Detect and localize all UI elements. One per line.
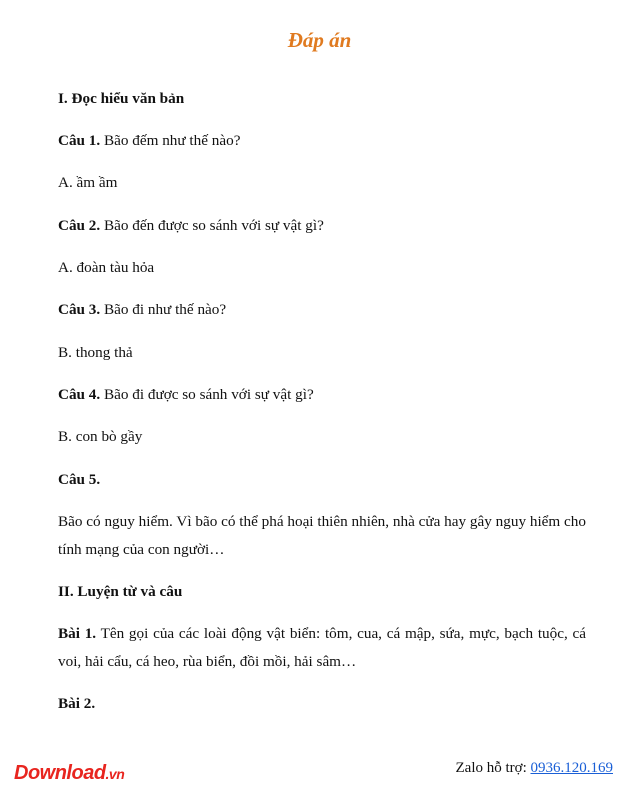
question-3-text: Bão đi như thế nào? — [104, 301, 227, 318]
download-logo[interactable] — [14, 762, 124, 785]
question-4-text: Bão đi được so sánh với sự vật gì? — [104, 386, 314, 403]
answer-5: Bão có nguy hiểm. Vì bão có thể phá hoại thiên nhiên, nhà cửa hay gây nguy hiểm cho tính mạng của con người… — [58, 513, 586, 558]
support-phone-link[interactable]: 0936.120.169 — [530, 760, 613, 776]
exercise-1-text: Tên gọi của các loài động vật biển: tôm, cua, cá mập, sứa, mực, bạch tuộc, cá voi, hải cẩu, cá heo, rùa biển, đồi mồi, hải sâm… — [58, 625, 586, 670]
question-1-text: Bão đếm như thế nào? — [104, 132, 241, 149]
question-2-label: Câu 2. — [58, 217, 101, 234]
support-label: Zalo hỗ trợ: — [455, 760, 531, 776]
section2-heading: II. Luyện từ và câu — [58, 583, 183, 600]
exercise-1-label: Bài 1. — [58, 625, 97, 642]
support-info — [456, 760, 614, 777]
question-3 — [58, 301, 226, 319]
question-4-label: Câu 4. — [58, 386, 101, 403]
question-2 — [58, 217, 324, 235]
answer-2: A. đoàn tàu hỏa — [58, 259, 155, 276]
question-5-label: Câu 5. — [58, 471, 101, 488]
question-4 — [58, 386, 314, 404]
logo-main-text: Download — [14, 762, 106, 784]
question-1 — [58, 132, 240, 150]
question-2-text: Bão đến được so sánh với sự vật gì? — [104, 217, 324, 234]
answer-3: B. thong thả — [58, 344, 133, 361]
question-1-label: Câu 1. — [58, 132, 101, 149]
answer-4: B. con bò gầy — [58, 428, 143, 445]
logo-suffix-text: .vn — [105, 766, 125, 782]
exercise-1 — [58, 620, 586, 676]
answer-1: A. ầm ầm — [58, 174, 118, 191]
section1-heading: I. Đọc hiểu văn bản — [58, 90, 185, 107]
exercise-2-label: Bài 2. — [58, 695, 96, 712]
document-title: Đáp án — [287, 28, 352, 52]
question-3-label: Câu 3. — [58, 301, 101, 318]
